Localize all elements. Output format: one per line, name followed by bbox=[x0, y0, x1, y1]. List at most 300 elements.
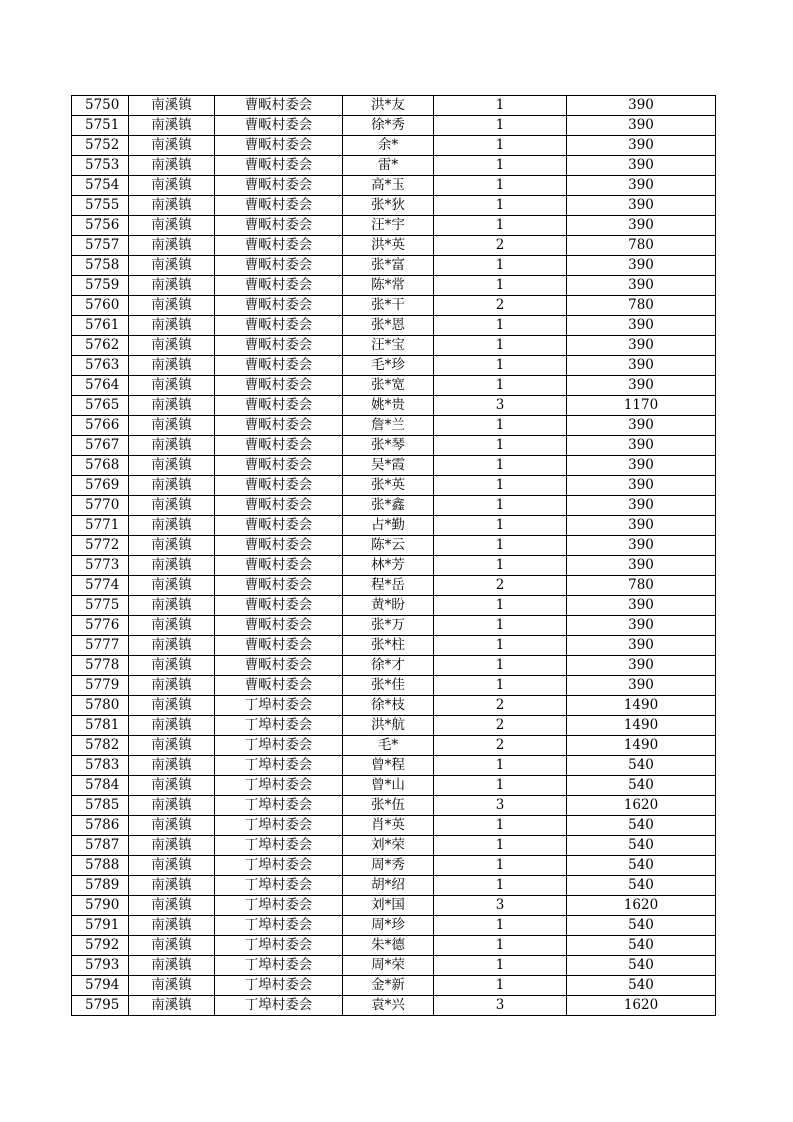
table-row bbox=[72, 256, 716, 276]
row-number-cell: 5774 bbox=[72, 576, 129, 596]
row-number-cell: 5786 bbox=[72, 816, 129, 836]
village-committee-cell: 丁埠村委会 bbox=[215, 976, 343, 996]
row-number-cell: 5763 bbox=[72, 356, 129, 376]
table-row bbox=[72, 796, 716, 816]
name-cell: 周*珍 bbox=[343, 916, 434, 936]
village-committee-cell: 曹畈村委会 bbox=[215, 196, 343, 216]
village-committee-cell: 曹畈村委会 bbox=[215, 676, 343, 696]
count-cell: 1 bbox=[434, 936, 567, 956]
town-cell: 南溪镇 bbox=[129, 756, 215, 776]
row-number-cell: 5795 bbox=[72, 996, 129, 1016]
count-cell: 1 bbox=[434, 516, 567, 536]
count-cell: 1 bbox=[434, 556, 567, 576]
count-cell: 1 bbox=[434, 116, 567, 136]
village-committee-cell: 曹畈村委会 bbox=[215, 136, 343, 156]
village-committee-cell: 丁埠村委会 bbox=[215, 856, 343, 876]
count-cell: 1 bbox=[434, 156, 567, 176]
count-cell: 1 bbox=[434, 216, 567, 236]
amount-cell: 390 bbox=[567, 116, 716, 136]
amount-cell: 540 bbox=[567, 956, 716, 976]
amount-cell: 540 bbox=[567, 776, 716, 796]
town-cell: 南溪镇 bbox=[129, 296, 215, 316]
row-number-cell: 5765 bbox=[72, 396, 129, 416]
amount-cell: 1170 bbox=[567, 396, 716, 416]
count-cell: 1 bbox=[434, 816, 567, 836]
town-cell: 南溪镇 bbox=[129, 916, 215, 936]
name-cell: 陈*常 bbox=[343, 276, 434, 296]
row-number-cell: 5794 bbox=[72, 976, 129, 996]
row-number-cell: 5785 bbox=[72, 796, 129, 816]
name-cell: 张*琴 bbox=[343, 436, 434, 456]
count-cell: 3 bbox=[434, 396, 567, 416]
count-cell: 1 bbox=[434, 356, 567, 376]
amount-cell: 1620 bbox=[567, 996, 716, 1016]
village-committee-cell: 丁埠村委会 bbox=[215, 996, 343, 1016]
village-committee-cell: 曹畈村委会 bbox=[215, 476, 343, 496]
count-cell: 1 bbox=[434, 496, 567, 516]
row-number-cell: 5771 bbox=[72, 516, 129, 536]
amount-cell: 780 bbox=[567, 296, 716, 316]
row-number-cell: 5776 bbox=[72, 616, 129, 636]
amount-cell: 540 bbox=[567, 816, 716, 836]
village-committee-cell: 丁埠村委会 bbox=[215, 736, 343, 756]
town-cell: 南溪镇 bbox=[129, 716, 215, 736]
count-cell: 1 bbox=[434, 596, 567, 616]
row-number-cell: 5777 bbox=[72, 636, 129, 656]
name-cell: 张*万 bbox=[343, 616, 434, 636]
village-committee-cell: 曹畈村委会 bbox=[215, 496, 343, 516]
table-row bbox=[72, 336, 716, 356]
row-number-cell: 5782 bbox=[72, 736, 129, 756]
town-cell: 南溪镇 bbox=[129, 776, 215, 796]
town-cell: 南溪镇 bbox=[129, 636, 215, 656]
name-cell: 张*伍 bbox=[343, 796, 434, 816]
table-row bbox=[72, 196, 716, 216]
name-cell: 吴*霞 bbox=[343, 456, 434, 476]
village-committee-cell: 曹畈村委会 bbox=[215, 216, 343, 236]
count-cell: 1 bbox=[434, 776, 567, 796]
town-cell: 南溪镇 bbox=[129, 376, 215, 396]
town-cell: 南溪镇 bbox=[129, 736, 215, 756]
table-row bbox=[72, 296, 716, 316]
name-cell: 周*秀 bbox=[343, 856, 434, 876]
town-cell: 南溪镇 bbox=[129, 996, 215, 1016]
amount-cell: 390 bbox=[567, 596, 716, 616]
name-cell: 余* bbox=[343, 136, 434, 156]
amount-cell: 390 bbox=[567, 156, 716, 176]
count-cell: 1 bbox=[434, 836, 567, 856]
table-row bbox=[72, 996, 716, 1016]
amount-cell: 390 bbox=[567, 416, 716, 436]
name-cell: 詹*兰 bbox=[343, 416, 434, 436]
row-number-cell: 5752 bbox=[72, 136, 129, 156]
amount-cell: 390 bbox=[567, 316, 716, 336]
row-number-cell: 5788 bbox=[72, 856, 129, 876]
village-committee-cell: 曹畈村委会 bbox=[215, 516, 343, 536]
amount-cell: 540 bbox=[567, 976, 716, 996]
table-row bbox=[72, 416, 716, 436]
name-cell: 张*英 bbox=[343, 476, 434, 496]
count-cell: 1 bbox=[434, 176, 567, 196]
row-number-cell: 5757 bbox=[72, 236, 129, 256]
row-number-cell: 5755 bbox=[72, 196, 129, 216]
village-committee-cell: 丁埠村委会 bbox=[215, 716, 343, 736]
row-number-cell: 5783 bbox=[72, 756, 129, 776]
name-cell: 雷* bbox=[343, 156, 434, 176]
village-committee-cell: 曹畈村委会 bbox=[215, 536, 343, 556]
name-cell: 刘*国 bbox=[343, 896, 434, 916]
village-committee-cell: 曹畈村委会 bbox=[215, 576, 343, 596]
count-cell: 1 bbox=[434, 196, 567, 216]
village-committee-cell: 丁埠村委会 bbox=[215, 916, 343, 936]
count-cell: 2 bbox=[434, 236, 567, 256]
table-row bbox=[72, 736, 716, 756]
name-cell: 洪*友 bbox=[343, 96, 434, 116]
count-cell: 1 bbox=[434, 456, 567, 476]
table-row bbox=[72, 496, 716, 516]
row-number-cell: 5761 bbox=[72, 316, 129, 336]
roster-table bbox=[71, 95, 716, 1016]
village-committee-cell: 丁埠村委会 bbox=[215, 896, 343, 916]
table-row bbox=[72, 276, 716, 296]
count-cell: 3 bbox=[434, 796, 567, 816]
town-cell: 南溪镇 bbox=[129, 516, 215, 536]
row-number-cell: 5778 bbox=[72, 656, 129, 676]
town-cell: 南溪镇 bbox=[129, 416, 215, 436]
village-committee-cell: 曹畈村委会 bbox=[215, 356, 343, 376]
amount-cell: 540 bbox=[567, 756, 716, 776]
table-row bbox=[72, 356, 716, 376]
row-number-cell: 5751 bbox=[72, 116, 129, 136]
row-number-cell: 5781 bbox=[72, 716, 129, 736]
table-row bbox=[72, 656, 716, 676]
amount-cell: 390 bbox=[567, 96, 716, 116]
row-number-cell: 5766 bbox=[72, 416, 129, 436]
table-row bbox=[72, 516, 716, 536]
name-cell: 张*宽 bbox=[343, 376, 434, 396]
count-cell: 1 bbox=[434, 316, 567, 336]
town-cell: 南溪镇 bbox=[129, 976, 215, 996]
count-cell: 1 bbox=[434, 476, 567, 496]
table-row bbox=[72, 116, 716, 136]
amount-cell: 390 bbox=[567, 636, 716, 656]
count-cell: 3 bbox=[434, 896, 567, 916]
count-cell: 2 bbox=[434, 716, 567, 736]
village-committee-cell: 丁埠村委会 bbox=[215, 836, 343, 856]
table-row bbox=[72, 616, 716, 636]
count-cell: 1 bbox=[434, 536, 567, 556]
table-row bbox=[72, 636, 716, 656]
table-row bbox=[72, 596, 716, 616]
town-cell: 南溪镇 bbox=[129, 196, 215, 216]
table-row bbox=[72, 396, 716, 416]
amount-cell: 1490 bbox=[567, 696, 716, 716]
town-cell: 南溪镇 bbox=[129, 136, 215, 156]
amount-cell: 390 bbox=[567, 276, 716, 296]
village-committee-cell: 曹畈村委会 bbox=[215, 296, 343, 316]
town-cell: 南溪镇 bbox=[129, 696, 215, 716]
village-committee-cell: 曹畈村委会 bbox=[215, 436, 343, 456]
village-committee-cell: 曹畈村委会 bbox=[215, 176, 343, 196]
town-cell: 南溪镇 bbox=[129, 156, 215, 176]
amount-cell: 390 bbox=[567, 516, 716, 536]
table-row bbox=[72, 756, 716, 776]
amount-cell: 390 bbox=[567, 216, 716, 236]
table-row bbox=[72, 476, 716, 496]
name-cell: 林*芳 bbox=[343, 556, 434, 576]
amount-cell: 1620 bbox=[567, 796, 716, 816]
count-cell: 2 bbox=[434, 576, 567, 596]
amount-cell: 390 bbox=[567, 336, 716, 356]
village-committee-cell: 曹畈村委会 bbox=[215, 96, 343, 116]
table-row bbox=[72, 136, 716, 156]
town-cell: 南溪镇 bbox=[129, 356, 215, 376]
table-row bbox=[72, 216, 716, 236]
table-row bbox=[72, 536, 716, 556]
count-cell: 1 bbox=[434, 256, 567, 276]
table-row bbox=[72, 556, 716, 576]
name-cell: 刘*荣 bbox=[343, 836, 434, 856]
name-cell: 徐*秀 bbox=[343, 116, 434, 136]
row-number-cell: 5780 bbox=[72, 696, 129, 716]
name-cell: 胡*绍 bbox=[343, 876, 434, 896]
count-cell: 1 bbox=[434, 96, 567, 116]
name-cell: 张*佳 bbox=[343, 676, 434, 696]
town-cell: 南溪镇 bbox=[129, 656, 215, 676]
town-cell: 南溪镇 bbox=[129, 596, 215, 616]
table-row bbox=[72, 816, 716, 836]
amount-cell: 540 bbox=[567, 836, 716, 856]
name-cell: 袁*兴 bbox=[343, 996, 434, 1016]
table-row bbox=[72, 576, 716, 596]
village-committee-cell: 曹畈村委会 bbox=[215, 416, 343, 436]
name-cell: 张*恩 bbox=[343, 316, 434, 336]
table-row bbox=[72, 456, 716, 476]
name-cell: 毛* bbox=[343, 736, 434, 756]
amount-cell: 540 bbox=[567, 916, 716, 936]
town-cell: 南溪镇 bbox=[129, 556, 215, 576]
village-committee-cell: 曹畈村委会 bbox=[215, 256, 343, 276]
table-row bbox=[72, 176, 716, 196]
row-number-cell: 5791 bbox=[72, 916, 129, 936]
count-cell: 1 bbox=[434, 956, 567, 976]
count-cell: 1 bbox=[434, 856, 567, 876]
table-row bbox=[72, 976, 716, 996]
name-cell: 张*干 bbox=[343, 296, 434, 316]
name-cell: 陈*云 bbox=[343, 536, 434, 556]
town-cell: 南溪镇 bbox=[129, 176, 215, 196]
name-cell: 朱*德 bbox=[343, 936, 434, 956]
count-cell: 1 bbox=[434, 916, 567, 936]
village-committee-cell: 曹畈村委会 bbox=[215, 636, 343, 656]
name-cell: 程*岳 bbox=[343, 576, 434, 596]
village-committee-cell: 曹畈村委会 bbox=[215, 596, 343, 616]
village-committee-cell: 丁埠村委会 bbox=[215, 796, 343, 816]
town-cell: 南溪镇 bbox=[129, 936, 215, 956]
amount-cell: 390 bbox=[567, 536, 716, 556]
amount-cell: 390 bbox=[567, 136, 716, 156]
name-cell: 张*柱 bbox=[343, 636, 434, 656]
village-committee-cell: 丁埠村委会 bbox=[215, 756, 343, 776]
name-cell: 徐*才 bbox=[343, 656, 434, 676]
count-cell: 1 bbox=[434, 656, 567, 676]
amount-cell: 780 bbox=[567, 236, 716, 256]
row-number-cell: 5753 bbox=[72, 156, 129, 176]
row-number-cell: 5769 bbox=[72, 476, 129, 496]
row-number-cell: 5789 bbox=[72, 876, 129, 896]
count-cell: 2 bbox=[434, 296, 567, 316]
row-number-cell: 5760 bbox=[72, 296, 129, 316]
village-committee-cell: 丁埠村委会 bbox=[215, 816, 343, 836]
count-cell: 1 bbox=[434, 336, 567, 356]
village-committee-cell: 曹畈村委会 bbox=[215, 656, 343, 676]
row-number-cell: 5784 bbox=[72, 776, 129, 796]
town-cell: 南溪镇 bbox=[129, 456, 215, 476]
village-committee-cell: 丁埠村委会 bbox=[215, 696, 343, 716]
row-number-cell: 5754 bbox=[72, 176, 129, 196]
town-cell: 南溪镇 bbox=[129, 256, 215, 276]
row-number-cell: 5756 bbox=[72, 216, 129, 236]
table-row bbox=[72, 156, 716, 176]
town-cell: 南溪镇 bbox=[129, 116, 215, 136]
table-row bbox=[72, 96, 716, 116]
table-row bbox=[72, 776, 716, 796]
count-cell: 1 bbox=[434, 436, 567, 456]
village-committee-cell: 丁埠村委会 bbox=[215, 956, 343, 976]
count-cell: 1 bbox=[434, 676, 567, 696]
row-number-cell: 5767 bbox=[72, 436, 129, 456]
name-cell: 汪*宇 bbox=[343, 216, 434, 236]
row-number-cell: 5768 bbox=[72, 456, 129, 476]
amount-cell: 390 bbox=[567, 476, 716, 496]
amount-cell: 390 bbox=[567, 436, 716, 456]
name-cell: 汪*宝 bbox=[343, 336, 434, 356]
town-cell: 南溪镇 bbox=[129, 396, 215, 416]
town-cell: 南溪镇 bbox=[129, 796, 215, 816]
row-number-cell: 5792 bbox=[72, 936, 129, 956]
table-row bbox=[72, 316, 716, 336]
amount-cell: 390 bbox=[567, 456, 716, 476]
amount-cell: 390 bbox=[567, 356, 716, 376]
village-committee-cell: 丁埠村委会 bbox=[215, 936, 343, 956]
count-cell: 1 bbox=[434, 616, 567, 636]
village-committee-cell: 曹畈村委会 bbox=[215, 396, 343, 416]
table-row bbox=[72, 916, 716, 936]
table-row bbox=[72, 436, 716, 456]
amount-cell: 540 bbox=[567, 856, 716, 876]
count-cell: 1 bbox=[434, 876, 567, 896]
row-number-cell: 5775 bbox=[72, 596, 129, 616]
count-cell: 1 bbox=[434, 976, 567, 996]
amount-cell: 1490 bbox=[567, 736, 716, 756]
row-number-cell: 5779 bbox=[72, 676, 129, 696]
count-cell: 2 bbox=[434, 736, 567, 756]
town-cell: 南溪镇 bbox=[129, 496, 215, 516]
name-cell: 肖*英 bbox=[343, 816, 434, 836]
village-committee-cell: 曹畈村委会 bbox=[215, 336, 343, 356]
row-number-cell: 5772 bbox=[72, 536, 129, 556]
village-committee-cell: 曹畈村委会 bbox=[215, 316, 343, 336]
town-cell: 南溪镇 bbox=[129, 476, 215, 496]
row-number-cell: 5793 bbox=[72, 956, 129, 976]
row-number-cell: 5759 bbox=[72, 276, 129, 296]
table-row bbox=[72, 836, 716, 856]
table-row bbox=[72, 676, 716, 696]
table-row bbox=[72, 716, 716, 736]
town-cell: 南溪镇 bbox=[129, 616, 215, 636]
town-cell: 南溪镇 bbox=[129, 896, 215, 916]
village-committee-cell: 丁埠村委会 bbox=[215, 776, 343, 796]
town-cell: 南溪镇 bbox=[129, 336, 215, 356]
amount-cell: 390 bbox=[567, 496, 716, 516]
town-cell: 南溪镇 bbox=[129, 856, 215, 876]
village-committee-cell: 曹畈村委会 bbox=[215, 616, 343, 636]
town-cell: 南溪镇 bbox=[129, 816, 215, 836]
table-row bbox=[72, 936, 716, 956]
row-number-cell: 5758 bbox=[72, 256, 129, 276]
name-cell: 洪*航 bbox=[343, 716, 434, 736]
village-committee-cell: 曹畈村委会 bbox=[215, 456, 343, 476]
table-row bbox=[72, 896, 716, 916]
name-cell: 徐*枝 bbox=[343, 696, 434, 716]
amount-cell: 1620 bbox=[567, 896, 716, 916]
amount-cell: 390 bbox=[567, 196, 716, 216]
amount-cell: 390 bbox=[567, 556, 716, 576]
town-cell: 南溪镇 bbox=[129, 576, 215, 596]
row-number-cell: 5787 bbox=[72, 836, 129, 856]
name-cell: 高*玉 bbox=[343, 176, 434, 196]
table-row bbox=[72, 696, 716, 716]
amount-cell: 390 bbox=[567, 256, 716, 276]
town-cell: 南溪镇 bbox=[129, 236, 215, 256]
count-cell: 1 bbox=[434, 376, 567, 396]
amount-cell: 390 bbox=[567, 676, 716, 696]
amount-cell: 390 bbox=[567, 656, 716, 676]
row-number-cell: 5790 bbox=[72, 896, 129, 916]
town-cell: 南溪镇 bbox=[129, 676, 215, 696]
town-cell: 南溪镇 bbox=[129, 836, 215, 856]
count-cell: 1 bbox=[434, 416, 567, 436]
amount-cell: 1490 bbox=[567, 716, 716, 736]
town-cell: 南溪镇 bbox=[129, 96, 215, 116]
count-cell: 1 bbox=[434, 636, 567, 656]
table-row bbox=[72, 876, 716, 896]
town-cell: 南溪镇 bbox=[129, 316, 215, 336]
row-number-cell: 5750 bbox=[72, 96, 129, 116]
village-committee-cell: 曹畈村委会 bbox=[215, 276, 343, 296]
amount-cell: 540 bbox=[567, 876, 716, 896]
name-cell: 曾*程 bbox=[343, 756, 434, 776]
name-cell: 洪*英 bbox=[343, 236, 434, 256]
count-cell: 1 bbox=[434, 276, 567, 296]
row-number-cell: 5762 bbox=[72, 336, 129, 356]
amount-cell: 390 bbox=[567, 376, 716, 396]
count-cell: 1 bbox=[434, 756, 567, 776]
table-row bbox=[72, 856, 716, 876]
town-cell: 南溪镇 bbox=[129, 276, 215, 296]
village-committee-cell: 曹畈村委会 bbox=[215, 156, 343, 176]
count-cell: 1 bbox=[434, 136, 567, 156]
amount-cell: 540 bbox=[567, 936, 716, 956]
roster-table-body bbox=[72, 96, 716, 1016]
name-cell: 占*勤 bbox=[343, 516, 434, 536]
name-cell: 周*荣 bbox=[343, 956, 434, 976]
amount-cell: 390 bbox=[567, 616, 716, 636]
village-committee-cell: 丁埠村委会 bbox=[215, 876, 343, 896]
name-cell: 张*鑫 bbox=[343, 496, 434, 516]
table-row bbox=[72, 236, 716, 256]
village-committee-cell: 曹畈村委会 bbox=[215, 376, 343, 396]
